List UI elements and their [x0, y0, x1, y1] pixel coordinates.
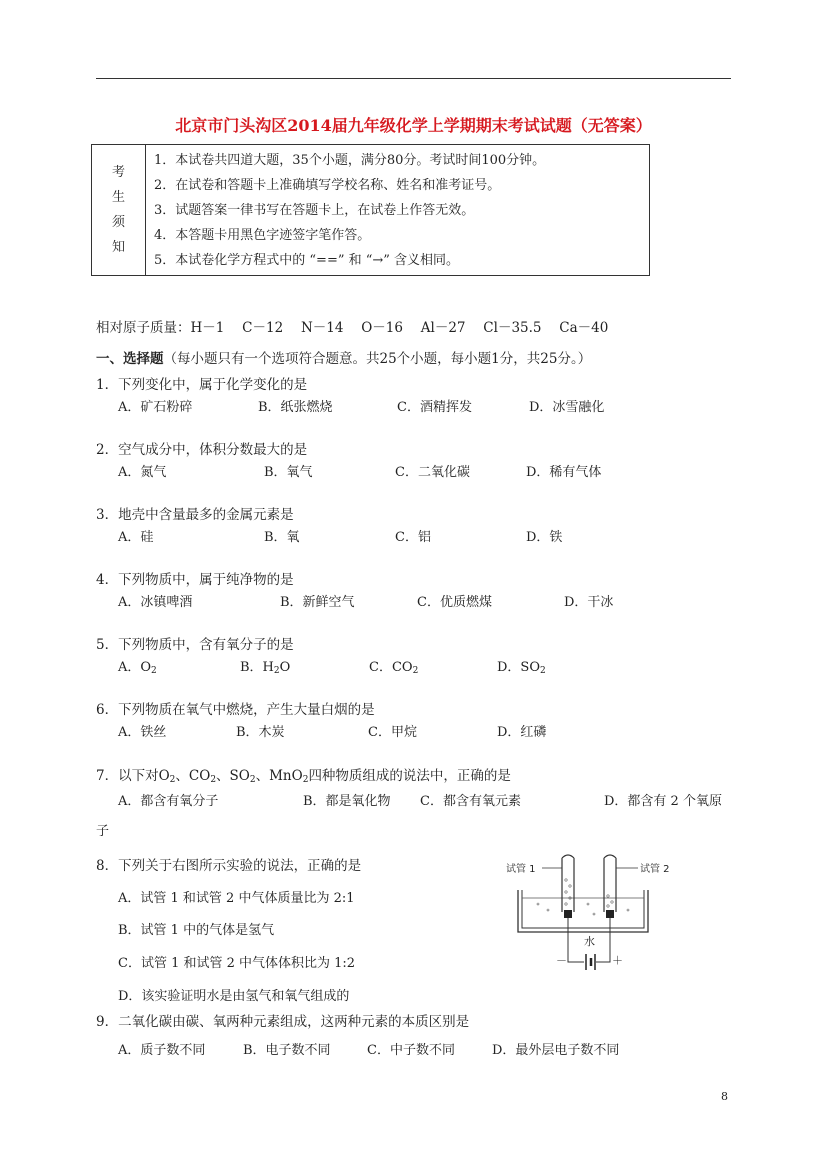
notice-side-char: 生 [111, 190, 125, 205]
option-a: A．硅 [118, 530, 154, 545]
wire-left [568, 918, 584, 962]
option-c: C．中子数不同 [367, 1043, 455, 1058]
option-a: A．$O_2$ [118, 660, 157, 676]
option-b: B．电子数不同 [243, 1043, 331, 1058]
question-stem-post: 四种物质组成的说法中，正确的是 [308, 768, 511, 784]
question-stem: 9．二氧化碳由碳、氧两种元素组成，这两种元素的本质区别是 [96, 1014, 470, 1030]
option-d: D．干冰 [564, 595, 614, 610]
question-stem: 6．下列物质在氧气中燃烧，产生大量白烟的是 [96, 702, 375, 718]
option-b: B．氧 [264, 530, 300, 545]
electrode-1 [564, 910, 572, 918]
notice-items [146, 145, 650, 276]
page-number: 8 [721, 1090, 728, 1103]
electrolysis-diagram [498, 850, 688, 970]
test-tube-2 [604, 855, 616, 912]
notice-side-char: 考 [111, 165, 125, 180]
option-c: C．二氧化碳 [395, 465, 470, 480]
option-d: D．红磷 [497, 725, 547, 740]
question-stem: 2．空气成分中，体积分数最大的是 [96, 442, 308, 458]
atomic-mass-line: 相对原子质量：H－1 C－12 N－14 O－16 Al－27 Cl－35.5 Ca－40 [96, 320, 609, 336]
question-stem: 4．下列物质中，属于纯净物的是 [96, 572, 294, 588]
option-b: B．都是氧化物 [303, 794, 391, 809]
positive-label: ＋ [612, 954, 623, 967]
option-a: A．质子数不同 [118, 1043, 206, 1058]
header-rule [96, 78, 731, 79]
option-c: C．优质燃煤 [417, 595, 492, 610]
gas-bubbles [537, 879, 629, 915]
question-stem: 7．以下对$O_2$、$CO_2$、$SO_2$、MnO$_2$四种物质组成的说法中，正确的是 [96, 768, 511, 785]
section-desc: （每小题只有一个选项符合题意。共25个小题，每小题1分，共25分。） [163, 351, 592, 367]
option-b: B．纸张燃烧 [258, 400, 333, 415]
electrode-2 [606, 910, 614, 918]
section-label: 一、选择题 [96, 351, 164, 367]
option-d: D．该实验证明水是由氢气和氧气组成的 [118, 989, 350, 1004]
option-c: C．甲烷 [368, 725, 417, 740]
notice-side-label [92, 145, 146, 276]
tube-2-label: 试管 2 [640, 864, 670, 875]
option-b: B．$H_2O$ [240, 660, 291, 676]
water-label: 水 [584, 935, 595, 948]
notice-box [91, 144, 650, 276]
tube-1-label: 试管 1 [506, 864, 536, 875]
option-a: A．矿石粉碎 [118, 400, 193, 415]
option-c: C．铝 [395, 530, 431, 545]
option-d: D．都含有 2 个氧原 [604, 794, 722, 809]
option-b: B．新鲜空气 [280, 595, 355, 610]
option-d-continued: 子 [96, 824, 110, 839]
option-a: A．试管 1 和试管 2 中气体质量比为 2:1 [118, 891, 355, 906]
option-a: A．铁丝 [118, 725, 167, 740]
option-d: D．冰雪融化 [529, 400, 605, 415]
question-stem-pre: 7．以下对 [96, 768, 159, 784]
question-stem: 8．下列关于右图所示实验的说法，正确的是 [96, 858, 362, 874]
wire-right [596, 918, 610, 962]
notice-item: 1．本试卷共四道大题，35个小题，满分80分。考试时间100分钟。 [154, 153, 546, 168]
option-d: D．铁 [526, 530, 563, 545]
section-heading [96, 347, 591, 367]
notice-item: 2．在试卷和答题卡上准确填写学校名称、姓名和准考证号。 [154, 178, 501, 193]
option-a: A．都含有氧分子 [118, 794, 219, 809]
negative-label: － [556, 954, 567, 967]
notice-item: 3．试题答案一律书写在答题卡上，在试卷上作答无效。 [154, 203, 475, 218]
test-tube-1 [562, 855, 574, 912]
option-b: B．试管 1 中的气体是氢气 [118, 923, 275, 938]
option-d: D．最外层电子数不同 [492, 1043, 620, 1058]
water-trough-inner [522, 890, 644, 928]
option-a: A．氮气 [118, 465, 167, 480]
question-stem: 1．下列变化中，属于化学变化的是 [96, 377, 308, 393]
page-title: 北京市门头沟区2014届九年级化学上学期期末考试试题（无答案） [175, 116, 652, 135]
option-d: D．稀有气体 [526, 465, 602, 480]
question-stem: 5．下列物质中，含有氧分子的是 [96, 637, 294, 653]
option-c: C．$CO_2$ [369, 660, 419, 676]
option-c: C．试管 1 和试管 2 中气体体积比为 1:2 [118, 956, 356, 971]
option-d: D．$SO_2$ [497, 660, 546, 676]
notice-item: 5．本试卷化学方程式中的 “==” 和 “→” 含义相同。 [154, 253, 460, 268]
option-b: B．氧气 [264, 465, 313, 480]
notice-side-char: 须 [111, 215, 125, 230]
question-stem: 3．地壳中含量最多的金属元素是 [96, 507, 294, 523]
option-b: B．木炭 [236, 725, 285, 740]
option-c: C．都含有氧元素 [420, 794, 521, 809]
option-c: C．酒精挥发 [397, 400, 472, 415]
notice-side-char: 知 [111, 240, 125, 255]
notice-item: 4．本答题卡用黑色字迹签字笔作答。 [154, 228, 371, 243]
option-a: A．冰镇啤酒 [118, 595, 193, 610]
